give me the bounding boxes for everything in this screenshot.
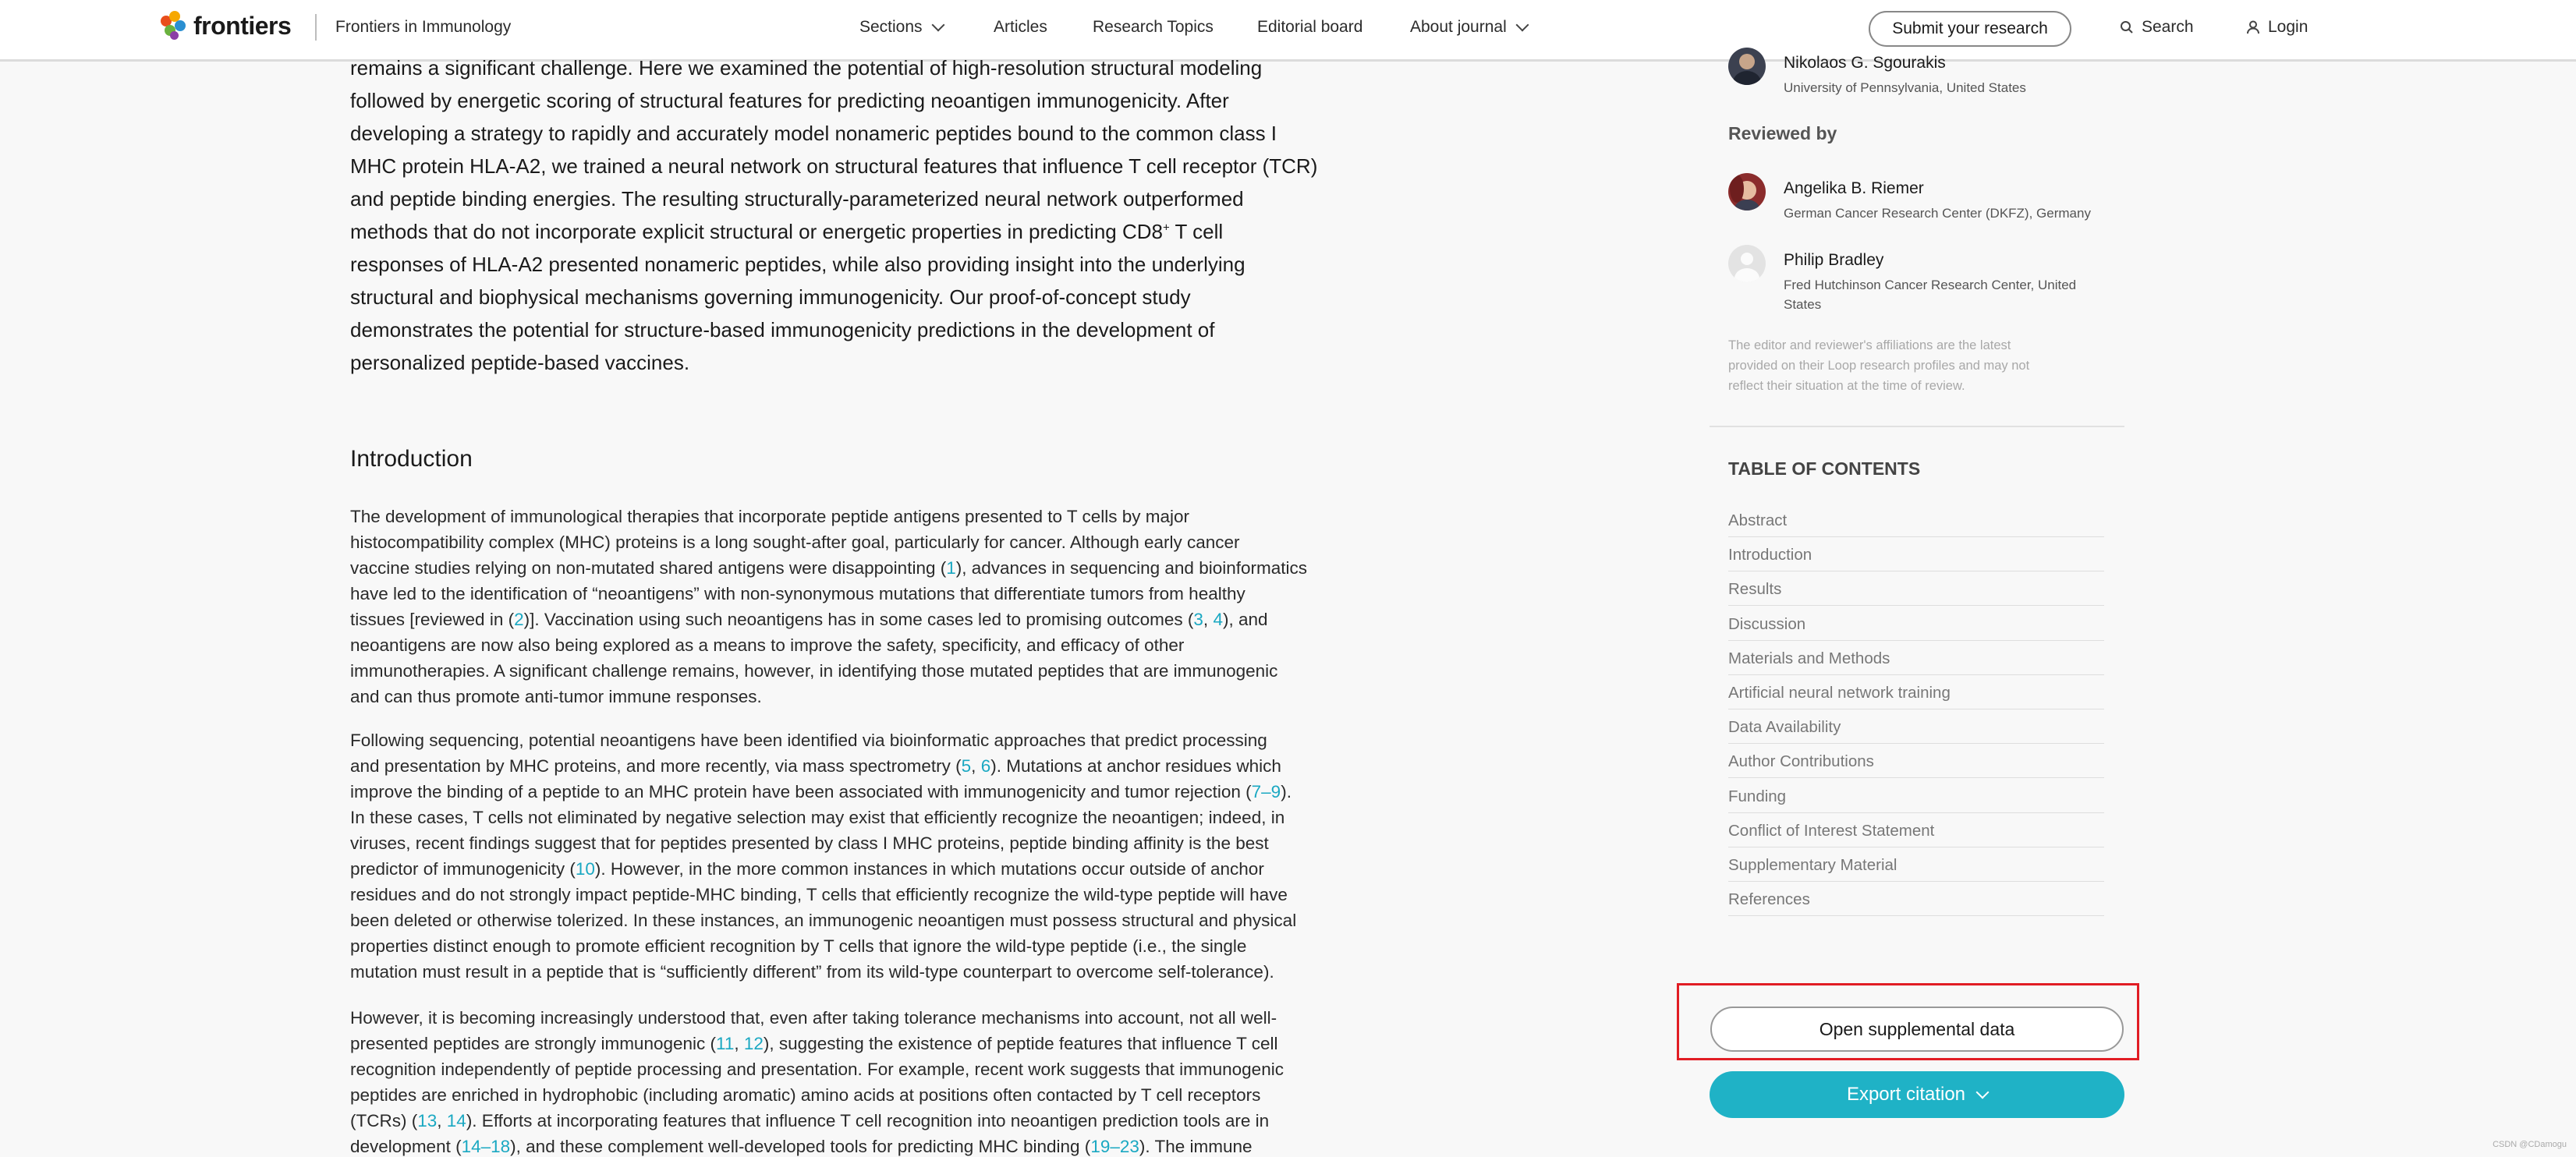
- text-run: development (: [350, 1137, 462, 1156]
- text-run: improve the binding of a peptide to an MHC protein have been associated with immunogenicity and tumor rejection (: [350, 782, 1252, 801]
- paragraph-line: [350, 1111, 1269, 1131]
- text-run: ), suggesting the existence of peptide features that influence T cell: [763, 1034, 1278, 1053]
- text-run: residues and do not strongly impact peptide-MHC binding, T cells that efficiently recognize the wild-type peptide will have: [350, 885, 1288, 904]
- text-run: have led to the identification of “neoantigens” with non-synonymous mutations that differentiate tumors from healthy: [350, 584, 1245, 603]
- citation-link[interactable]: 10: [575, 859, 595, 879]
- reviewer-name[interactable]: Angelika B. Riemer: [1784, 179, 1924, 197]
- site-header: [0, 0, 2576, 62]
- paragraph-line: [350, 936, 1246, 957]
- logo-text: frontiers: [193, 11, 292, 40]
- paragraph-line: [350, 1137, 1253, 1157]
- superscript: +: [1162, 221, 1170, 235]
- citation-link[interactable]: 5: [961, 756, 972, 776]
- paragraph-line: [350, 885, 1288, 905]
- nav-research-topics[interactable]: Research Topics: [1093, 18, 1214, 36]
- journal-name[interactable]: Frontiers in Immunology: [335, 18, 512, 36]
- login-link[interactable]: Login: [2246, 18, 2308, 37]
- editor-name[interactable]: Nikolaos G. Sgourakis: [1784, 54, 1946, 72]
- text-run: mutation must result in a peptide that is “sufficiently different” from its wild-type counterpart to overcome self-tolerance).: [350, 962, 1274, 982]
- toc-item[interactable]: Discussion: [1728, 607, 2104, 641]
- submit-research-button[interactable]: Submit your research: [1869, 11, 2071, 47]
- paragraph-line: [350, 610, 1268, 630]
- reviewer-avatar-placeholder[interactable]: [1728, 245, 1766, 282]
- toc-item[interactable]: References: [1728, 883, 2104, 916]
- toc-item[interactable]: Funding: [1728, 780, 2104, 813]
- text-run: ). Efforts at incorporating features that influence T cell recognition into neoantigen prediction tools are in: [466, 1111, 1270, 1130]
- text-run: ,: [1203, 610, 1214, 629]
- chevron-down-icon: [1515, 19, 1529, 32]
- chevron-down-icon: [931, 19, 944, 32]
- paragraph-line: [350, 756, 1281, 777]
- toc-item[interactable]: Abstract: [1728, 504, 2104, 537]
- citation-link[interactable]: 4: [1213, 610, 1223, 629]
- paragraph-line: [350, 782, 1292, 802]
- citation-link[interactable]: 1: [946, 558, 956, 578]
- search-icon: [2120, 20, 2134, 34]
- toc-item[interactable]: Materials and Methods: [1728, 642, 2104, 675]
- editor-affiliation: University of Pennsylvania, United States: [1784, 80, 2026, 95]
- nav-sections[interactable]: Sections: [859, 18, 943, 37]
- paragraph-line: [350, 558, 1307, 578]
- text-run: ), and: [1222, 610, 1268, 629]
- paragraph-line: [350, 635, 1184, 656]
- abstract-line: MHC protein HLA-A2, we trained a neural network on structural features that influence T cell receptor (TCR): [350, 154, 1318, 178]
- abstract-line: methods that do not incorporate explicit structural or energetic properties in predicting CD8+ T cell: [350, 220, 1224, 243]
- paragraph-line: [350, 1060, 1284, 1080]
- abstract-line: personalized peptide-based vaccines.: [350, 351, 690, 374]
- abstract-line: structural and biophysical mechanisms governing immunogenicity. Our proof-of-concept study: [350, 285, 1191, 309]
- paragraph-line: [350, 1085, 1260, 1106]
- search-link[interactable]: Search: [2120, 18, 2194, 37]
- text-run: ,: [734, 1034, 744, 1053]
- affiliation-note: The editor and reviewer's affiliations are the latest: [1728, 338, 2011, 352]
- abstract-line: and peptide binding energies. The resulting structurally-parameterized neural network outperformed: [350, 187, 1244, 211]
- paragraph-line: [350, 962, 1274, 982]
- text-run: immunotherapies. A significant challenge remains, however, in identifying those mutated peptides that are immunogenic: [350, 661, 1278, 681]
- paragraph-line: [350, 833, 1269, 854]
- citation-link[interactable]: 7–9: [1251, 782, 1281, 801]
- text-run: predictor of immunogenicity (: [350, 859, 576, 879]
- open-supplemental-data-button[interactable]: Open supplemental data: [1710, 1007, 2124, 1052]
- introduction-heading: Introduction: [350, 446, 473, 472]
- citation-link[interactable]: 19–23: [1090, 1137, 1139, 1156]
- text-run: ), and these complement well-developed tools for predicting MHC binding (: [510, 1137, 1091, 1156]
- paragraph-line: [350, 808, 1284, 828]
- paragraph-line: [350, 731, 1267, 751]
- text-run: viruses, recent findings suggest that for peptides presented by class I MHC proteins, peptide binding affinity is the best: [350, 833, 1269, 853]
- text-run: and can thus promote anti-tumor immune responses.: [350, 687, 762, 706]
- affiliation-note: reflect their situation at the time of review.: [1728, 379, 1965, 393]
- toc-item[interactable]: Supplementary Material: [1728, 848, 2104, 882]
- text-run: presented peptides are strongly immunogenic (: [350, 1034, 717, 1053]
- toc-item[interactable]: Artificial neural network training: [1728, 676, 2104, 709]
- paragraph-line: [350, 507, 1189, 527]
- frontiers-logo[interactable]: [161, 11, 291, 41]
- text-run: ), advances in sequencing and bioinformatics: [955, 558, 1307, 578]
- reviewer-affiliation: German Cancer Research Center (DKFZ), Germany: [1784, 206, 2091, 221]
- text-run: vaccine studies relying on non-mutated shared antigens were disappointing (: [350, 558, 947, 578]
- text-run: )]. Vaccination using such neoantigens has in some cases led to promising outcomes (: [523, 610, 1194, 629]
- text-run: ). Mutations at anchor residues which: [990, 756, 1281, 776]
- text-run: ). However, in the more common instances in which mutations occur outside of anchor: [594, 859, 1264, 879]
- abstract-line: developing a strategy to rapidly and accurately model nonameric peptides bound to the common class I: [350, 122, 1277, 145]
- toc-item[interactable]: Author Contributions: [1728, 745, 2104, 778]
- paragraph-line: [350, 1008, 1277, 1028]
- text-run: been deleted or otherwise tolerized. In these instances, an immunogenic neoantigen must possess structural and physical: [350, 911, 1297, 930]
- citation-link[interactable]: 2: [514, 610, 524, 629]
- text-run: ,: [437, 1111, 447, 1130]
- abstract-line: remains a significant challenge. Here we examined the potential of high-resolution structural modeling: [350, 56, 1263, 80]
- nav-about-journal[interactable]: About journal: [1410, 18, 1527, 37]
- text-run: and presentation by MHC proteins, and more recently, via mass spectrometry (: [350, 756, 962, 776]
- text-run: ,: [971, 756, 981, 776]
- toc-item[interactable]: Results: [1728, 572, 2104, 606]
- text-run: However, it is becoming increasingly understood that, even after taking tolerance mechanisms into account, not all well-: [350, 1008, 1277, 1028]
- paragraph-line: [350, 859, 1264, 879]
- reviewer-affiliation: Fred Hutchinson Cancer Research Center, United: [1784, 278, 2077, 292]
- text-run: The development of immunological therapies that incorporate peptide antigens presented to T cells by major: [350, 507, 1190, 526]
- citation-link[interactable]: 11: [716, 1034, 735, 1053]
- sidebar-divider: [1710, 426, 2124, 427]
- reviewer-name[interactable]: Philip Bradley: [1784, 251, 1884, 269]
- text-run: neoantigens are now also being explored as a means to improve the safety, specificity, and efficacy of other: [350, 635, 1185, 655]
- chevron-down-icon: [1976, 1086, 1990, 1099]
- citation-link[interactable]: 6: [980, 756, 991, 776]
- reviewed-by-heading: Reviewed by: [1728, 123, 1837, 143]
- paragraph-line: [350, 1034, 1278, 1054]
- abstract-line: demonstrates the potential for structure-based immunogenicity predictions in the development of: [350, 318, 1215, 341]
- nav-articles[interactable]: Articles: [994, 18, 1047, 36]
- abstract-line: followed by energetic scoring of structural features for predicting neoantigen immunogenicity. After: [350, 89, 1229, 112]
- text-run: (TCRs) (: [350, 1111, 418, 1130]
- paragraph-line: [350, 687, 762, 707]
- nav-editorial-board[interactable]: Editorial board: [1257, 18, 1363, 36]
- text-run: recognition independently of peptide processing and presentation. For example, recent work suggests that immunogenic: [350, 1060, 1284, 1079]
- reviewer-affiliation: States: [1784, 297, 1822, 312]
- reviewer-avatar[interactable]: [1728, 173, 1766, 211]
- user-icon: [2246, 20, 2260, 34]
- paragraph-line: [350, 661, 1277, 681]
- text-run: Following sequencing, potential neoantigens have been identified via bioinformatic approaches that predict processing: [350, 731, 1267, 750]
- citation-link[interactable]: 12: [743, 1034, 764, 1053]
- text-run: properties distinct enough to promote efficient recognition by T cells that ignore the wild-type peptide (i.e., the single: [350, 936, 1247, 956]
- watermark: CSDN @CDamogu: [2493, 1140, 2567, 1149]
- header-separator: [315, 14, 317, 41]
- paragraph-line: [350, 584, 1245, 604]
- toc-heading: TABLE OF CONTENTS: [1728, 458, 1921, 479]
- paragraph-line: [350, 533, 1240, 553]
- abstract-line: responses of HLA-A2 presented nonameric peptides, while also providing insight into the underlying: [350, 253, 1245, 276]
- toc-item[interactable]: Introduction: [1728, 538, 2104, 571]
- affiliation-note: provided on their Loop research profiles and may not: [1728, 359, 2030, 373]
- editor-avatar[interactable]: [1728, 48, 1766, 85]
- export-citation-button[interactable]: Export citation: [1710, 1071, 2124, 1118]
- citation-link[interactable]: 3: [1193, 610, 1203, 629]
- toc-item[interactable]: Data Availability: [1728, 710, 2104, 744]
- text-run: ). The immune: [1139, 1137, 1253, 1156]
- text-run: histocompatibility complex (MHC) proteins is a long sought-after goal, particularly for cancer. Although early cancer: [350, 533, 1240, 552]
- paragraph-line: [350, 911, 1296, 931]
- text-run: In these cases, T cells not eliminated by negative selection may exist that efficiently recognize the neoantigen; indeed, in: [350, 808, 1285, 827]
- text-run: tissues [reviewed in (: [350, 610, 515, 629]
- citation-link[interactable]: 13: [417, 1111, 438, 1130]
- frontiers-logo-icon: [161, 11, 187, 41]
- toc-item[interactable]: Conflict of Interest Statement: [1728, 814, 2104, 847]
- text-run: peptides are enriched in hydrophobic (including aromatic) amino acids at positions often contacted by T cell receptors: [350, 1085, 1261, 1105]
- citation-link[interactable]: 14–18: [461, 1137, 511, 1156]
- citation-link[interactable]: 14: [446, 1111, 466, 1130]
- text-run: ).: [1281, 782, 1292, 801]
